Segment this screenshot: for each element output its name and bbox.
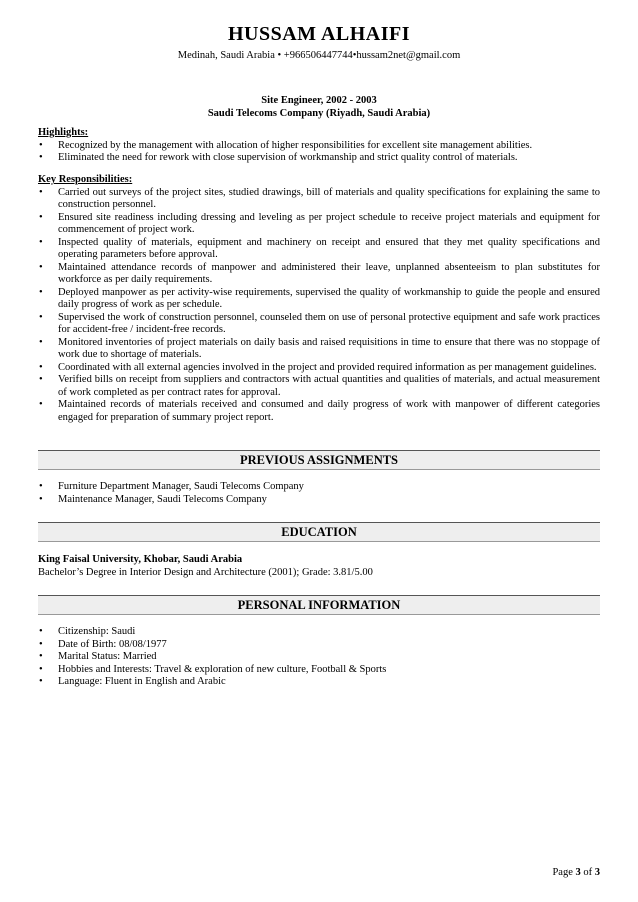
bullet-icon: • — [39, 336, 43, 348]
list-item: • Date of Birth: 08/08/1977 — [39, 638, 167, 650]
list-item: • Supervised the work of construction personnel, counseled them on use of personal protective equipment and safe work practices for accident-free / incident-free records. — [39, 311, 600, 335]
education-degree: Bachelor’s Degree in Interior Design and Architecture (2001); Grade: 3.81/5.00 — [38, 567, 373, 578]
list-item: • Maintained records of materials received and consumed and daily progress of work with manpower of different categories engaged for preparation of summary project report. — [39, 399, 600, 423]
list-item: • Deployed manpower as per activity-wise requirements, supervised the quality of workmanship to guide the people and ensured daily progress of work as per schedule. — [39, 286, 600, 310]
bullet-icon: • — [39, 638, 43, 650]
education-school: King Faisal University, Khobar, Saudi Arabia — [38, 554, 243, 565]
bullet-icon: • — [39, 676, 43, 687]
list-item: • Recognized by the management with allocation of higher responsibilities for excellent site management abilities. — [39, 139, 533, 151]
candidate-name: HUSSAM ALHAIFI — [227, 23, 411, 45]
personal-information-heading: PERSONAL INFORMATION — [38, 595, 600, 615]
list-item: • Maintenance Manager, Saudi Telecoms Company — [39, 493, 267, 505]
education-heading: EDUCATION — [38, 522, 600, 542]
list-item: • Verified bills on receipt from suppliers and contractors with actual quantities and qualities of materials, and actual measurement of work completed as per contract rates for approval. — [39, 374, 600, 398]
bullet-icon: • — [39, 139, 43, 151]
list-item: • Citizenship: Saudi — [39, 626, 136, 637]
bullet-icon: • — [39, 493, 43, 505]
job-company: Saudi Telecoms Company (Riyadh, Saudi Arabia) — [207, 108, 431, 119]
bullet-icon: • — [39, 374, 43, 385]
contact-line: Medinah, Saudi Arabia • +966506447744•hussam2net@gmail.com — [177, 50, 461, 61]
bullet-icon: • — [39, 286, 43, 298]
bullet-icon: • — [39, 236, 43, 248]
list-item: • Carried out surveys of the project sites, studied drawings, bill of materials and quality specifications for explaining the same to construction personnel. — [39, 186, 600, 210]
previous-assignments-block — [38, 481, 600, 506]
bullet-icon: • — [39, 651, 43, 662]
list-item: • Furniture Department Manager, Saudi Telecoms Company — [39, 481, 304, 492]
bullet-icon: • — [39, 399, 43, 410]
list-item: • Eliminated the need for rework with close supervision of workmanship and strict quality control of materials. — [39, 152, 518, 163]
previous-assignments-heading: PREVIOUS ASSIGNMENTS — [38, 450, 600, 470]
bullet-icon: • — [39, 211, 43, 223]
highlights-heading: Highlights: — [38, 127, 89, 138]
bullet-icon: • — [39, 361, 43, 373]
highlights-list — [38, 140, 600, 165]
page-number: Page 3 of 3 — [552, 867, 600, 878]
bullet-icon: • — [39, 311, 43, 323]
education-block — [38, 553, 600, 579]
list-item: • Inspected quality of materials, equipment and machinery on receipt and ensured that they met quality specifications and operating parameters before approval. — [39, 236, 600, 260]
responsibilities-heading: Key Responsibilities: — [38, 174, 133, 185]
job-title: Site Engineer, 2002 - 2003 — [261, 95, 377, 106]
bullet-icon: • — [39, 481, 43, 492]
list-item: • Marital Status: Married — [39, 651, 157, 662]
bullet-icon: • — [39, 261, 43, 273]
list-item: • Monitored inventories of project materials on daily basis and raised requisitions in time to ensure that there was no stoppage of work due to shortage of materials. — [39, 336, 600, 360]
list-item: • Coordinated with all external agencies involved in the project and provided required information as per management guidelines. — [39, 361, 597, 373]
list-item: • Hobbies and Interests: Travel & exploration of new culture, Football & Sports — [39, 663, 387, 675]
responsibilities-block — [38, 174, 600, 424]
bullet-icon: • — [39, 152, 43, 163]
personal-information-block — [38, 626, 600, 689]
list-item: • Maintained attendance records of manpower and administered their leave, unplanned absenteeism to plan substitutes for workforce as per daily requirements. — [39, 261, 600, 285]
previous-assignments-list — [38, 481, 600, 506]
responsibilities-list — [38, 187, 600, 425]
list-item: • Ensured site readiness including dressing and leveling as per project schedule to receive project materials and equipment for commencement of project work. — [39, 211, 600, 235]
bullet-icon: • — [39, 663, 43, 675]
list-item: • Language: Fluent in English and Arabic — [39, 676, 226, 687]
highlights-block — [38, 127, 600, 165]
resume-page — [38, 0, 600, 902]
bullet-icon: • — [39, 186, 43, 198]
bullet-icon: • — [39, 626, 43, 637]
personal-information-list — [38, 626, 600, 689]
